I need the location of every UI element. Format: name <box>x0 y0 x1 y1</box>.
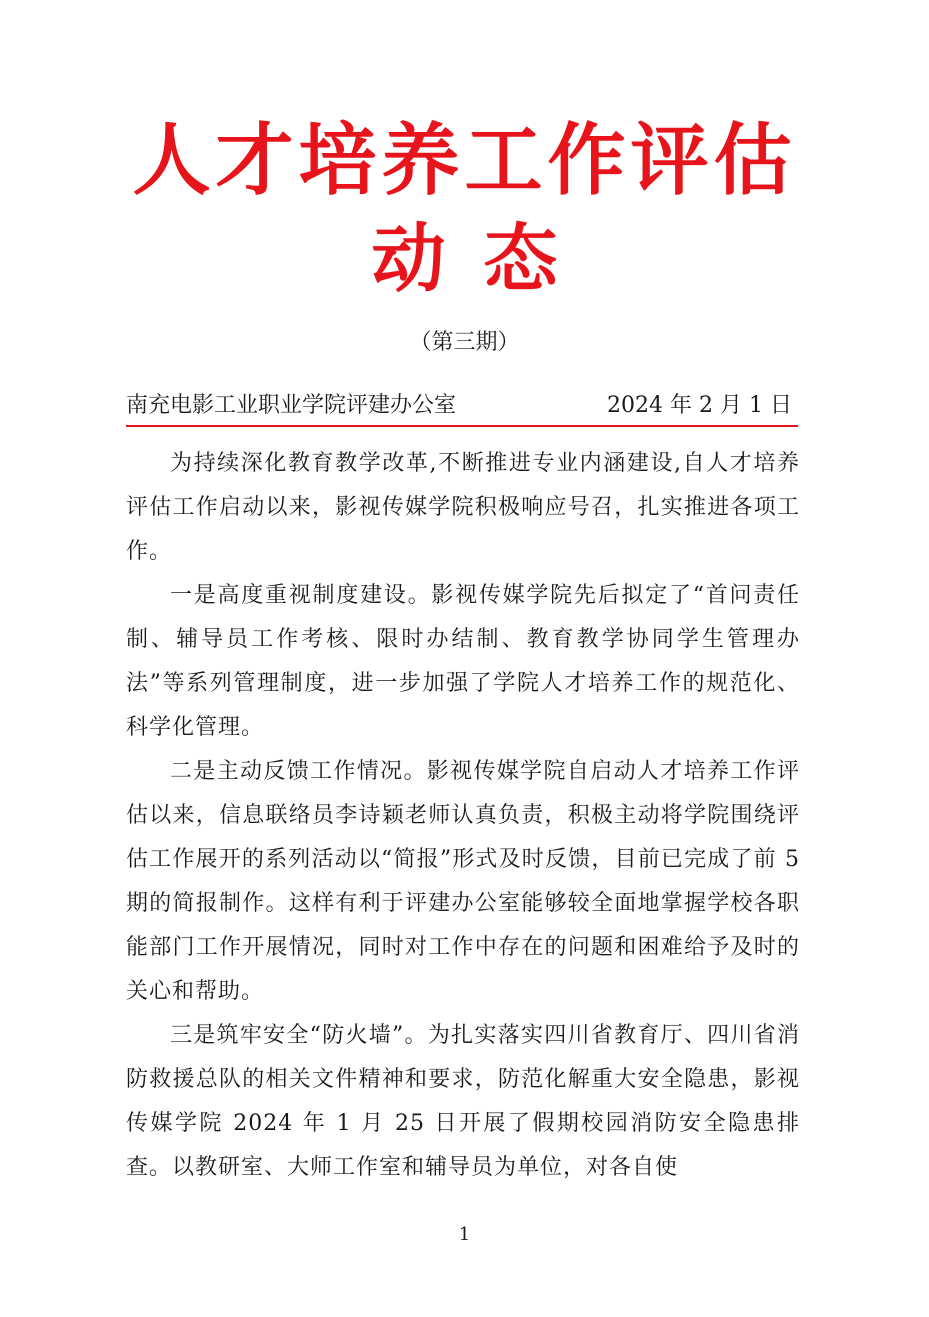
paragraph-safety: 三是筑牢安全“防火墙”。为扎实落实四川省教育厅、四川省消防救援总队的相关文件精神和要求，防范化解重大安全隐患，影视传媒学院 2024 年 1 月 25 日开展了假期校园消防安全隐患排查。以教研室、大师工作室和辅导员为单位，对各自使 <box>126 1023 800 1180</box>
publication-meta <box>126 392 798 420</box>
header-divider <box>126 425 798 427</box>
document-title-line-2: 动态 <box>371 216 596 302</box>
publication-date: 2024 年 2 月 1 日 <box>607 393 792 418</box>
page-number: 1 <box>458 1224 471 1245</box>
paragraph-intro: 为持续深化教育教学改革,不断推进专业内涵建设,自人才培养评估工作启动以来，影视传媒学院积极响应号召，扎实推进各项工作。 <box>126 451 800 564</box>
issuing-office: 南充电影工业职业学院评建办公室 <box>126 393 457 418</box>
document-title-line-1: 人才培养工作评估 <box>132 116 797 206</box>
document-body <box>126 442 800 1190</box>
paragraph-system-building: 一是高度重视制度建设。影视传媒学院先后拟定了“首问责任制、辅导员工作考核、限时办结制、教育教学协同学生管理办法”等系列管理制度，进一步加强了学院人才培养工作的规范化、科学化管理。 <box>126 583 800 740</box>
issue-number: （第三期） <box>409 330 520 355</box>
paragraph-feedback: 二是主动反馈工作情况。影视传媒学院自启动人才培养工作评估以来，信息联络员李诗颖老师认真负责，积极主动将学院围绕评估工作展开的系列活动以“简报”形式及时反馈，目前已完成了前 5 期的简报制作。这样有利于评建办公室能够较全面地掌握学校各职能部门工作开展情况，同时对工作中存在的问题和困难给予及时的关心和帮助。 <box>126 759 800 1004</box>
